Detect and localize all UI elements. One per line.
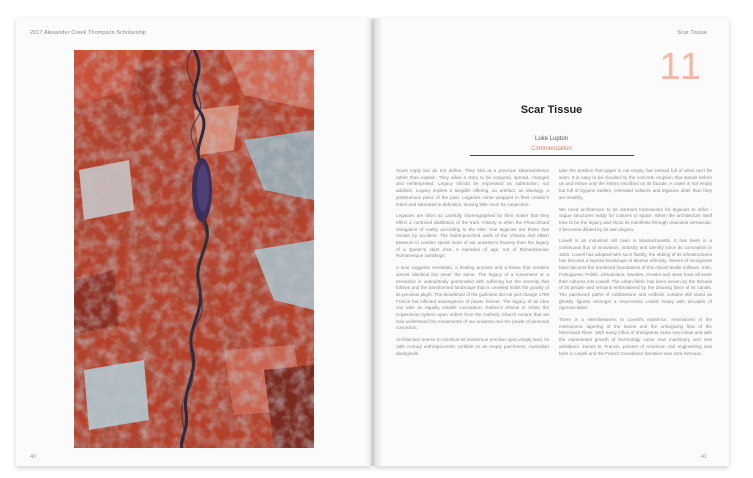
right-page: [374, 18, 729, 466]
satellite-river-image: [74, 50, 314, 448]
paragraph: Lowell is an industrial mill town in Massachusetts. It has been in a continuous flux of innovation, industry and identity since its conception in 1820. Lowell has adopted with such fluidity, the ebbing of its infrastructures has become a layered landscape of diverse ethnicity. Waves of immigrants have become the hardened foundations of this robust textile milltown. Irish, Portuguese, Polish, Lithuanians, Swedes, Greeks and Jews have all sewn their cultures into Lowell. The urban fabric has been woven by the threads of its people and remains embroidered by the drawing force of its canals. The patchwork paths of cobblestone and redbrick curtains still stand as ghostly figures amongst a resurrected Lowell heavy with decades of rigorous labor.: [559, 238, 712, 311]
book-spread: [16, 10, 737, 466]
left-folio: 40: [30, 454, 37, 460]
left-page: [16, 18, 371, 466]
body-columns: [396, 168, 712, 456]
title-rule: [470, 155, 634, 156]
left-running-head: 2017 Alexander Creek Thompson Scholarship: [30, 30, 147, 36]
chapter-number: 11: [659, 46, 703, 88]
article-title: Scar Tissue: [520, 104, 583, 116]
body-column-2: [559, 168, 712, 456]
author-name: Luke Lupton: [534, 136, 569, 142]
section-label: Commendation: [531, 146, 572, 152]
paragraph: We need architecture to be dormant frameworks for legacies to inflict - vague structures ready for cultures to space. When the architecture itself tries to be the legacy and shout its manifesto through vivacious vernacular, it becomes diluted by its own dogma.: [559, 206, 712, 232]
paragraph: A scar suggests revelation, a healing process and a tissue that remains almost identical but never the same. The legacy of a movement or a revolution is undoubtedly germinated with suffering but the serenity that follows and the transformed landscape that is unveiled holds the gravity of its previous plight. The bloodshed of the guillotine did not just change 1799 France but inflicted assumptions of power forever. The legacy of an idea can take an equally volatile conception: Galileo's refusal to refute the Copernican system upon orders from the Catholic Church means that we now understand the movements of our universe and the power of personal conviction.: [396, 265, 549, 331]
right-folio: 41: [700, 454, 707, 460]
paragraph: There is a relentlessness to Lowell's existence, reminiscent of the metronomic tapering of the looms and the unforgiving flow of the Merrimack River. With every influx of immigrants came new ideas and with the exponential growth of technology came new machinery and new ambitions. James B. Francis, pioneer of American civil engineering was born in Lowell and the French Canadians' donation was Jack Kerouac.: [559, 317, 712, 356]
right-running-head: Scar Tissue: [677, 30, 707, 36]
paragraph: Legacies are often so carefully choreographed by their maker that they effect a contrived distillation of the truth. History is often the Pinocchioed elongation of reality according to the elite; true legacies are those that remain by accident. The bullet-punched walls of the Victoria and Albert Museum in London speak more of our ancestor's bravery than the legacy of a Queen's objet d'art. A narration of age, not of Richardsonian Romanesque ramblings.: [396, 213, 549, 259]
paragraph: Architecture seems to continue its boisterous erection upon empty land, its 18th century anthropocentric scribble on an empty parchment. Australian aboriginals: [396, 337, 549, 356]
body-column-1: [396, 168, 549, 456]
paragraph: Scars imply but do not define. They hint at a previous state/existence rather than explain. They allow a story to be conjured, spread, changed and reinterpreted. Legacy should be expressed as subtraction, not addition. Legacy implies a tangible offering, an artefact, an ideology, a posthumous piece of the past. Legacies come wrapped in their creator's intent and saturated in definition, leaving little room for conjecture.: [396, 168, 549, 207]
paragraph: take the position that paper is not empty, but instead full of what can't be seen. It is easy to be clouded by the concrete eruption that stands before us and imbue only the letters inscribed on its facade. A crater is not empty but full of bygone battles, cremated cultures and legacies older than they are wealthy.: [559, 168, 712, 200]
